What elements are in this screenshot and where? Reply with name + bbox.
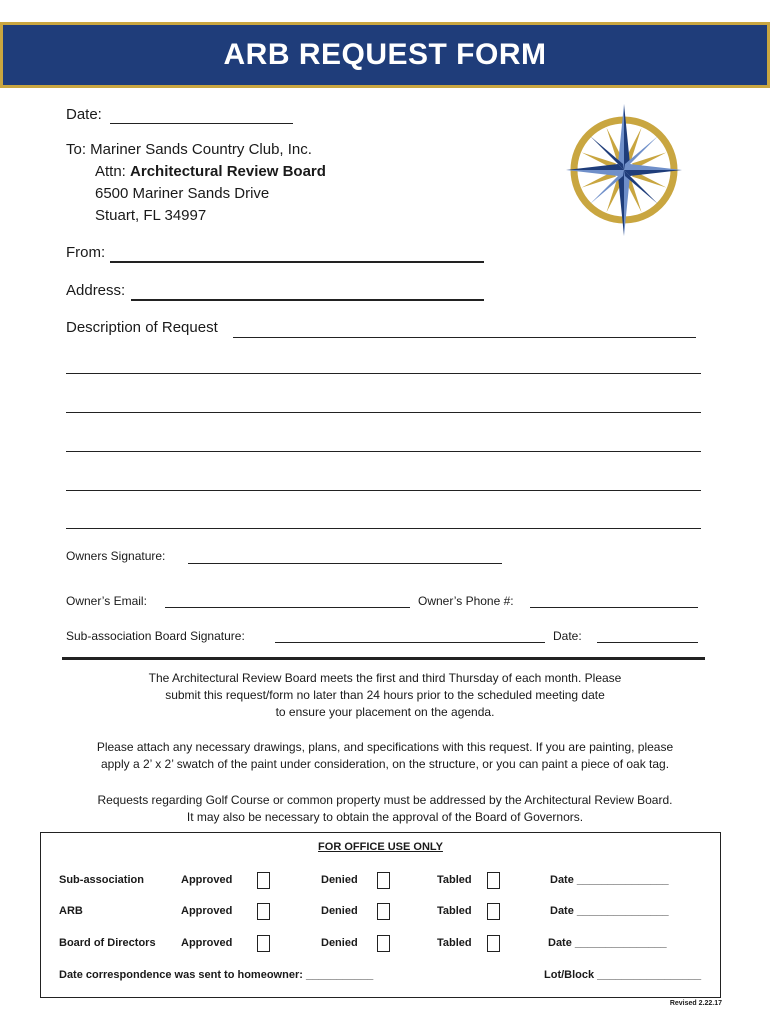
meeting-line-1: The Architectural Review Board meets the first and third Thursday of each month. Please (148, 671, 622, 685)
owners-email-label: Owner’s Email: (66, 594, 147, 608)
date-label: Date: (66, 106, 102, 123)
description-line[interactable] (66, 476, 701, 491)
date-field[interactable] (110, 108, 293, 124)
owners-signature-field[interactable] (188, 550, 502, 564)
description-field[interactable] (233, 322, 696, 338)
office-date-field[interactable]: Date _______________ (550, 874, 669, 886)
denied-checkbox[interactable] (377, 935, 390, 952)
denied-checkbox[interactable] (377, 872, 390, 889)
office-row-label: ARB (59, 905, 83, 917)
meeting-line-2: submit this request/form no later than 24 hours prior to the scheduled meeting date (165, 688, 605, 702)
denied-label: Denied (321, 937, 358, 949)
approved-label: Approved (181, 937, 233, 949)
tabled-checkbox[interactable] (487, 935, 500, 952)
lot-block-field[interactable]: Lot/Block _________________ (544, 969, 702, 981)
tabled-checkbox[interactable] (487, 903, 500, 920)
description-line[interactable] (66, 398, 701, 413)
subassoc-signature-field[interactable] (275, 629, 545, 643)
tabled-label: Tabled (437, 937, 472, 949)
compass-rose-logo (560, 102, 688, 238)
subassoc-date-label: Date: (553, 629, 582, 643)
owners-phone-field[interactable] (530, 594, 698, 608)
section-divider (62, 657, 705, 660)
tabled-label: Tabled (437, 905, 472, 917)
approved-checkbox[interactable] (257, 903, 270, 920)
description-line[interactable] (66, 359, 701, 374)
attach-line-1: Please attach any necessary drawings, plans, and specifications with this request. If you are painting, please (96, 740, 674, 754)
description-line[interactable] (66, 437, 701, 452)
owners-signature-label: Owners Signature: (66, 549, 166, 563)
to-line: To: Mariner Sands Country Club, Inc. (66, 141, 312, 158)
tabled-checkbox[interactable] (487, 872, 500, 889)
form-title: ARB REQUEST FORM (223, 38, 547, 71)
office-date-field[interactable]: Date _______________ (550, 905, 669, 917)
description-label: Description of Request (66, 319, 218, 336)
approved-label: Approved (181, 874, 233, 886)
approved-checkbox[interactable] (257, 872, 270, 889)
office-use-box (40, 832, 721, 998)
owners-phone-label: Owner’s Phone #: (418, 594, 514, 608)
attn-prefix: Attn: (95, 163, 131, 180)
office-row-label: Board of Directors (59, 937, 156, 949)
owners-email-field[interactable] (165, 594, 410, 608)
office-row-label: Sub-association (59, 874, 144, 886)
attach-line-2: apply a 2’ x 2’ swatch of the paint under consideration, on the structure, or you can paint a piece of oak tag. (100, 757, 670, 771)
office-date-field[interactable]: Date _______________ (548, 937, 667, 949)
denied-checkbox[interactable] (377, 903, 390, 920)
attachment-notice (40, 739, 730, 773)
tabled-label: Tabled (437, 874, 472, 886)
denied-label: Denied (321, 905, 358, 917)
subassoc-date-field[interactable] (597, 629, 698, 643)
from-field[interactable] (110, 246, 484, 263)
approved-label: Approved (181, 905, 233, 917)
office-use-title: FOR OFFICE USE ONLY (318, 841, 443, 853)
golf-line-1: Requests regarding Golf Course or common property must be addressed by the Architectural Review Board. (97, 793, 673, 807)
title-banner (0, 22, 770, 88)
description-line[interactable] (66, 514, 701, 529)
denied-label: Denied (321, 874, 358, 886)
address-field[interactable] (131, 284, 484, 301)
attn-line (95, 163, 326, 180)
attn-name: Architectural Review Board (130, 163, 326, 180)
golf-line-2: It may also be necessary to obtain the approval of the Board of Governors. (186, 810, 584, 824)
address-line-1: 6500 Mariner Sands Drive (95, 185, 270, 202)
from-label: From: (66, 244, 106, 261)
revision-note: Revised 2.22.17 (669, 1000, 722, 1007)
approved-checkbox[interactable] (257, 935, 270, 952)
subassoc-signature-label: Sub-association Board Signature: (66, 629, 245, 643)
correspondence-date-field[interactable]: Date correspondence was sent to homeowner: ___________ (59, 969, 374, 981)
address-label: Address: (66, 282, 126, 299)
meeting-line-3: to ensure your placement on the agenda. (275, 705, 495, 719)
meeting-notice (40, 670, 730, 721)
golf-course-notice (40, 792, 730, 826)
address-line-2: Stuart, FL 34997 (95, 207, 207, 224)
